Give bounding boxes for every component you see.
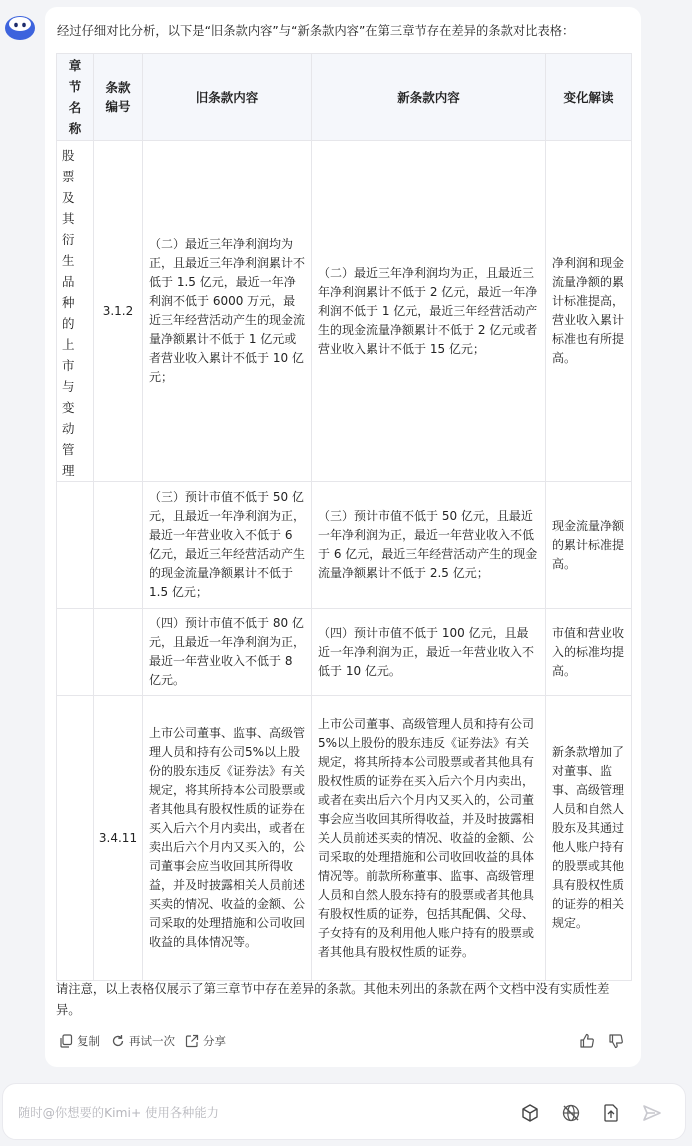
change-note: 现金流量净额的累计标准提高。 [546, 482, 632, 609]
change-note: 市值和营业收入的标准均提高。 [546, 609, 632, 696]
new-clause: （二）最近三年净利润均为正，且最近三年净利润累计不低于 2 亿元，最近一年净利润不低于 1 亿元，最近三年经营活动产生的现金流量净额累计不低于 2 亿元或者营业收入累计不低于 15 亿元； [312, 141, 546, 482]
intro-text: 经过仔细对比分析，以下是“旧条款内容”与“新条款内容”在第三章节存在差异的条款对比表格： [57, 24, 575, 38]
header-chapter: 章节名称 [57, 54, 94, 141]
old-clause: 上市公司董事、监事、高级管理人员和持有公司5%以上股份的股东违反《证券法》有关规定，将其所持本公司股票或者其他具有股权性质的证券在买入后六个月内卖出，或者在卖出后六个月内又买入的，公司董事会应当收回其所得收益，并及时披露相关人员前述买卖的情况、收益的金额、公司采取的处理措施和公司收回收益的具体情况等。 [143, 696, 312, 981]
retry-button[interactable] [111, 1033, 175, 1049]
send-icon [642, 1103, 662, 1123]
thumbs-up-icon [579, 1033, 595, 1049]
like-button[interactable] [579, 1033, 595, 1049]
table-row [57, 482, 632, 609]
share-button[interactable] [185, 1033, 226, 1049]
old-clause: （二）最近三年净利润均为正，且最近三年净利润累计不低于 1.5 亿元，最近一年净利润不低于 6000 万元，最近三年经营活动产生的现金流量净额累计不低于 1 亿元或者营业收入累计不低于 10 亿元； [143, 141, 312, 482]
clause-id: 3.1.2 [94, 141, 143, 482]
web-search-toggle[interactable] [560, 1102, 582, 1124]
assistant-message [45, 7, 641, 1067]
new-clause: （三）预计市值不低于 50 亿元，且最近一年净利润为正，最近一年营业收入不低于 6 亿元，最近三年经营活动产生的现金流量净额累计不低于 2.5 亿元； [312, 482, 546, 609]
retry-label: 再试一次 [129, 1034, 175, 1048]
copy-icon [59, 1034, 73, 1048]
header-clause-id: 条款编号 [94, 54, 143, 141]
new-clause: 上市公司董事、高级管理人员和持有公司5%以上股份的股东违反《证券法》有关规定，将其所持本公司股票或者其他具有股权性质的证券在买入后六个月内卖出，或者在卖出后六个月内又买入的，公司董事会应当收回其所得收益，并及时披露相关人员前述买卖的情况、收益的金额、公司采取的处理措施和公司收回收益的具体情况等。前款所称董事、监事、高级管理人员和自然人股东持有的股票或者其他具有股权性质的证券，包括其配偶、父母、子女持有的及利用他人账户持有的股票或者其他具有股权性质的证券。 [312, 696, 546, 981]
change-note: 净利润和现金流量净额的累计标准提高，营业收入累计标准也有所提高。 [546, 141, 632, 482]
chapter-cell: 股票及其衍生品种的上市与变动管理 [57, 141, 94, 482]
refresh-icon [111, 1034, 125, 1048]
header-new: 新条款内容 [312, 54, 546, 141]
share-label: 分享 [203, 1034, 226, 1048]
old-clause: （三）预计市值不低于 50 亿元，且最近一年净利润为正，最近一年营业收入不低于 6 亿元，最近三年经营活动产生的现金流量净额累计不低于 1.5 亿元； [143, 482, 312, 609]
message-actions [59, 1033, 629, 1053]
table-row [57, 609, 632, 696]
clause-id: 3.4.11 [94, 696, 143, 981]
copy-button[interactable] [59, 1033, 100, 1049]
share-icon [185, 1034, 199, 1048]
assistant-avatar [4, 12, 36, 42]
file-upload-icon [601, 1103, 621, 1123]
table-row [57, 141, 632, 482]
header-change: 变化解读 [546, 54, 632, 141]
footnote: 请注意，以上表格仅展示了第三章节中存在差异的条款。其他未列出的条款在两个文档中没有实质性差异。 [56, 982, 610, 1017]
chat-input-box[interactable] [2, 1083, 686, 1140]
header-old: 旧条款内容 [143, 54, 312, 141]
clause-id [94, 609, 143, 696]
globe-off-icon [561, 1103, 581, 1123]
thumbs-down-icon [608, 1033, 624, 1049]
clause-id [94, 482, 143, 609]
change-note: 新条款增加了对董事、监事、高级管理人员和自然人股东及其通过他人账户持有的股票或其他具有股权性质的证券的相关规定。 [546, 696, 632, 981]
old-clause: （四）预计市值不低于 80 亿元，且最近一年净利润为正，最近一年营业收入不低于 8 亿元。 [143, 609, 312, 696]
new-clause: （四）预计市值不低于 100 亿元，且最近一年净利润为正，最近一年营业收入不低于 10 亿元。 [312, 609, 546, 696]
send-button[interactable] [641, 1102, 663, 1124]
cube-icon [520, 1103, 540, 1123]
upload-file-button[interactable] [600, 1102, 622, 1124]
chat-input-placeholder[interactable]: 随时@你想要的Kimi+ 使用各种能力 [18, 1106, 219, 1120]
table-row [57, 696, 632, 981]
copy-label: 复制 [77, 1034, 100, 1048]
dislike-button[interactable] [608, 1033, 624, 1049]
cube-button[interactable] [519, 1102, 541, 1124]
comparison-table [56, 53, 632, 981]
